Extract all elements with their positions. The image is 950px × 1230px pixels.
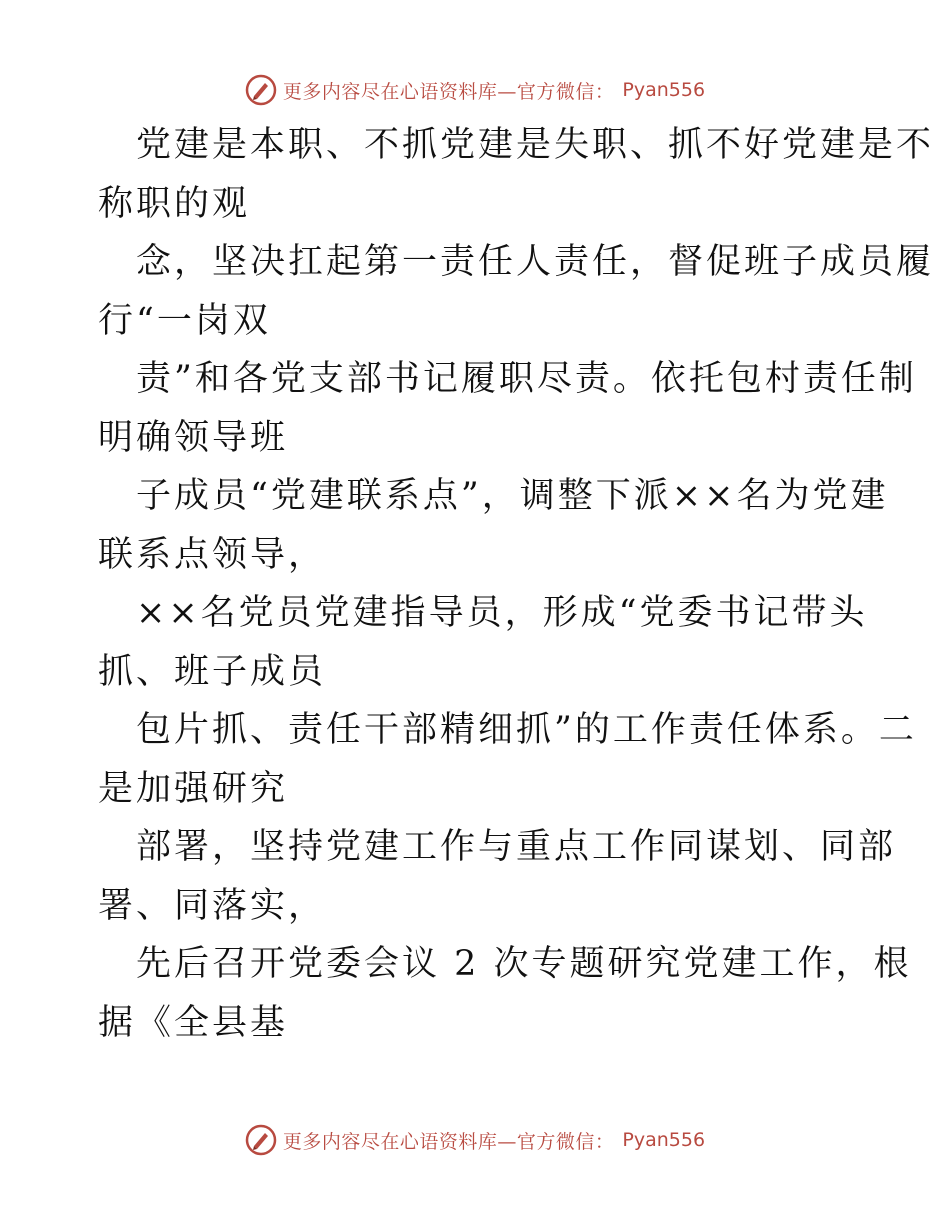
text-line: 包片抓、责任干部精细抓”的工作责任体系。二 xyxy=(136,710,917,750)
text-line: ××名党员党建指导员，形成“党委书记带头 xyxy=(136,593,868,633)
text-line: 党建是本职、不抓党建是失职、抓不好党建是不 xyxy=(136,125,935,165)
footer-watermark xyxy=(0,1120,950,1160)
text-line: 念，坚决扛起第一责任人责任，督促班子成员履 xyxy=(136,242,935,282)
watermark-id: Pyan556 xyxy=(622,79,706,101)
document-body xyxy=(98,116,935,1052)
text-line: 明确领导班 xyxy=(98,417,289,458)
text-line: 子成员“党建联系点”，调整下派××名为党建 xyxy=(136,476,889,516)
text-line: 联系点领导， xyxy=(98,534,327,575)
text-line: 部署，坚持党建工作与重点工作同谋划、同部 xyxy=(136,827,897,867)
header-watermark xyxy=(0,70,950,110)
text-line: 称职的观 xyxy=(98,183,251,224)
watermark-text: 更多内容尽在心语资料库—官方微信： xyxy=(282,1130,615,1153)
text-line: 抓、班子成员 xyxy=(98,651,327,692)
text-line: 责”和各党支部书记履职尽责。依托包村责任制 xyxy=(136,359,917,399)
text-line: 署、同落实， xyxy=(98,885,327,926)
pen-logo-icon xyxy=(245,74,277,106)
text-line: 是加强研究 xyxy=(98,768,289,809)
watermark-id: Pyan556 xyxy=(622,1129,706,1151)
watermark-text: 更多内容尽在心语资料库—官方微信： xyxy=(282,80,615,103)
text-line: 先后召开党委会议 2 次专题研究党建工作，根 xyxy=(136,944,912,984)
text-line: 行“一岗双 xyxy=(98,300,271,341)
text-line: 据《全县基 xyxy=(98,1002,289,1043)
pen-logo-icon xyxy=(245,1124,277,1156)
